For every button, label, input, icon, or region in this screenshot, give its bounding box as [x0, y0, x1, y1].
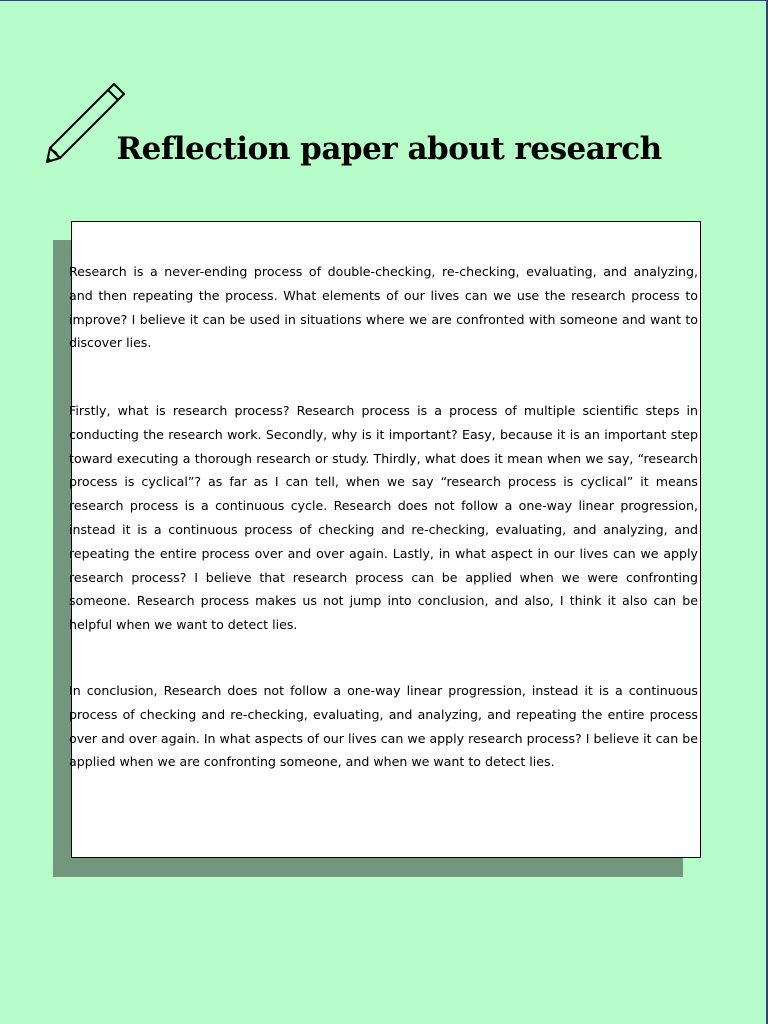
paper-sheet — [71, 221, 701, 858]
paragraph-body: Firstly, what is research process? Research process is a process of multiple scientific steps in conducting the research work. Secondly, why is it important? Easy, because it is an important step toward executing a thorough research or study. Thirdly, what does it mean when we say, “research process is cyclical”? as far as I can tell, when we say “research process is cyclical” it means research process is a continuous cycle. Research does not follow a one-way linear progression, instead it is a continuous process of checking and re-checking, evaluating, and analyzing, and repeating the entire process over and over again. Lastly, in what aspect in our lives can we apply research process? I believe that research process can be applied when we were confronting someone. Research process makes us not jump into conclusion, and also, I think it also can be helpful when we want to detect lies. — [69, 403, 698, 633]
window-top-border — [0, 0, 768, 1]
paragraph-conclusion: In conclusion, Research does not follow a one-way linear progression, instead it is a continuous process of checking and re-checking, evaluating, and analyzing, and repeating the entire process over and over again. In what aspects of our lives can we apply research process? I believe it can be applied when we are confronting someone, and when we want to detect lies. — [69, 683, 698, 770]
paragraph-intro: Research is a never-ending process of double-checking, re-checking, evaluating, and analyzing, and then repeating the process. What elements of our lives can we use the research process to improve? I believe it can be used in situations where we are confronted with someone and want to discover lies. — [69, 264, 698, 351]
page-title: Reflection paper about research — [116, 130, 662, 167]
